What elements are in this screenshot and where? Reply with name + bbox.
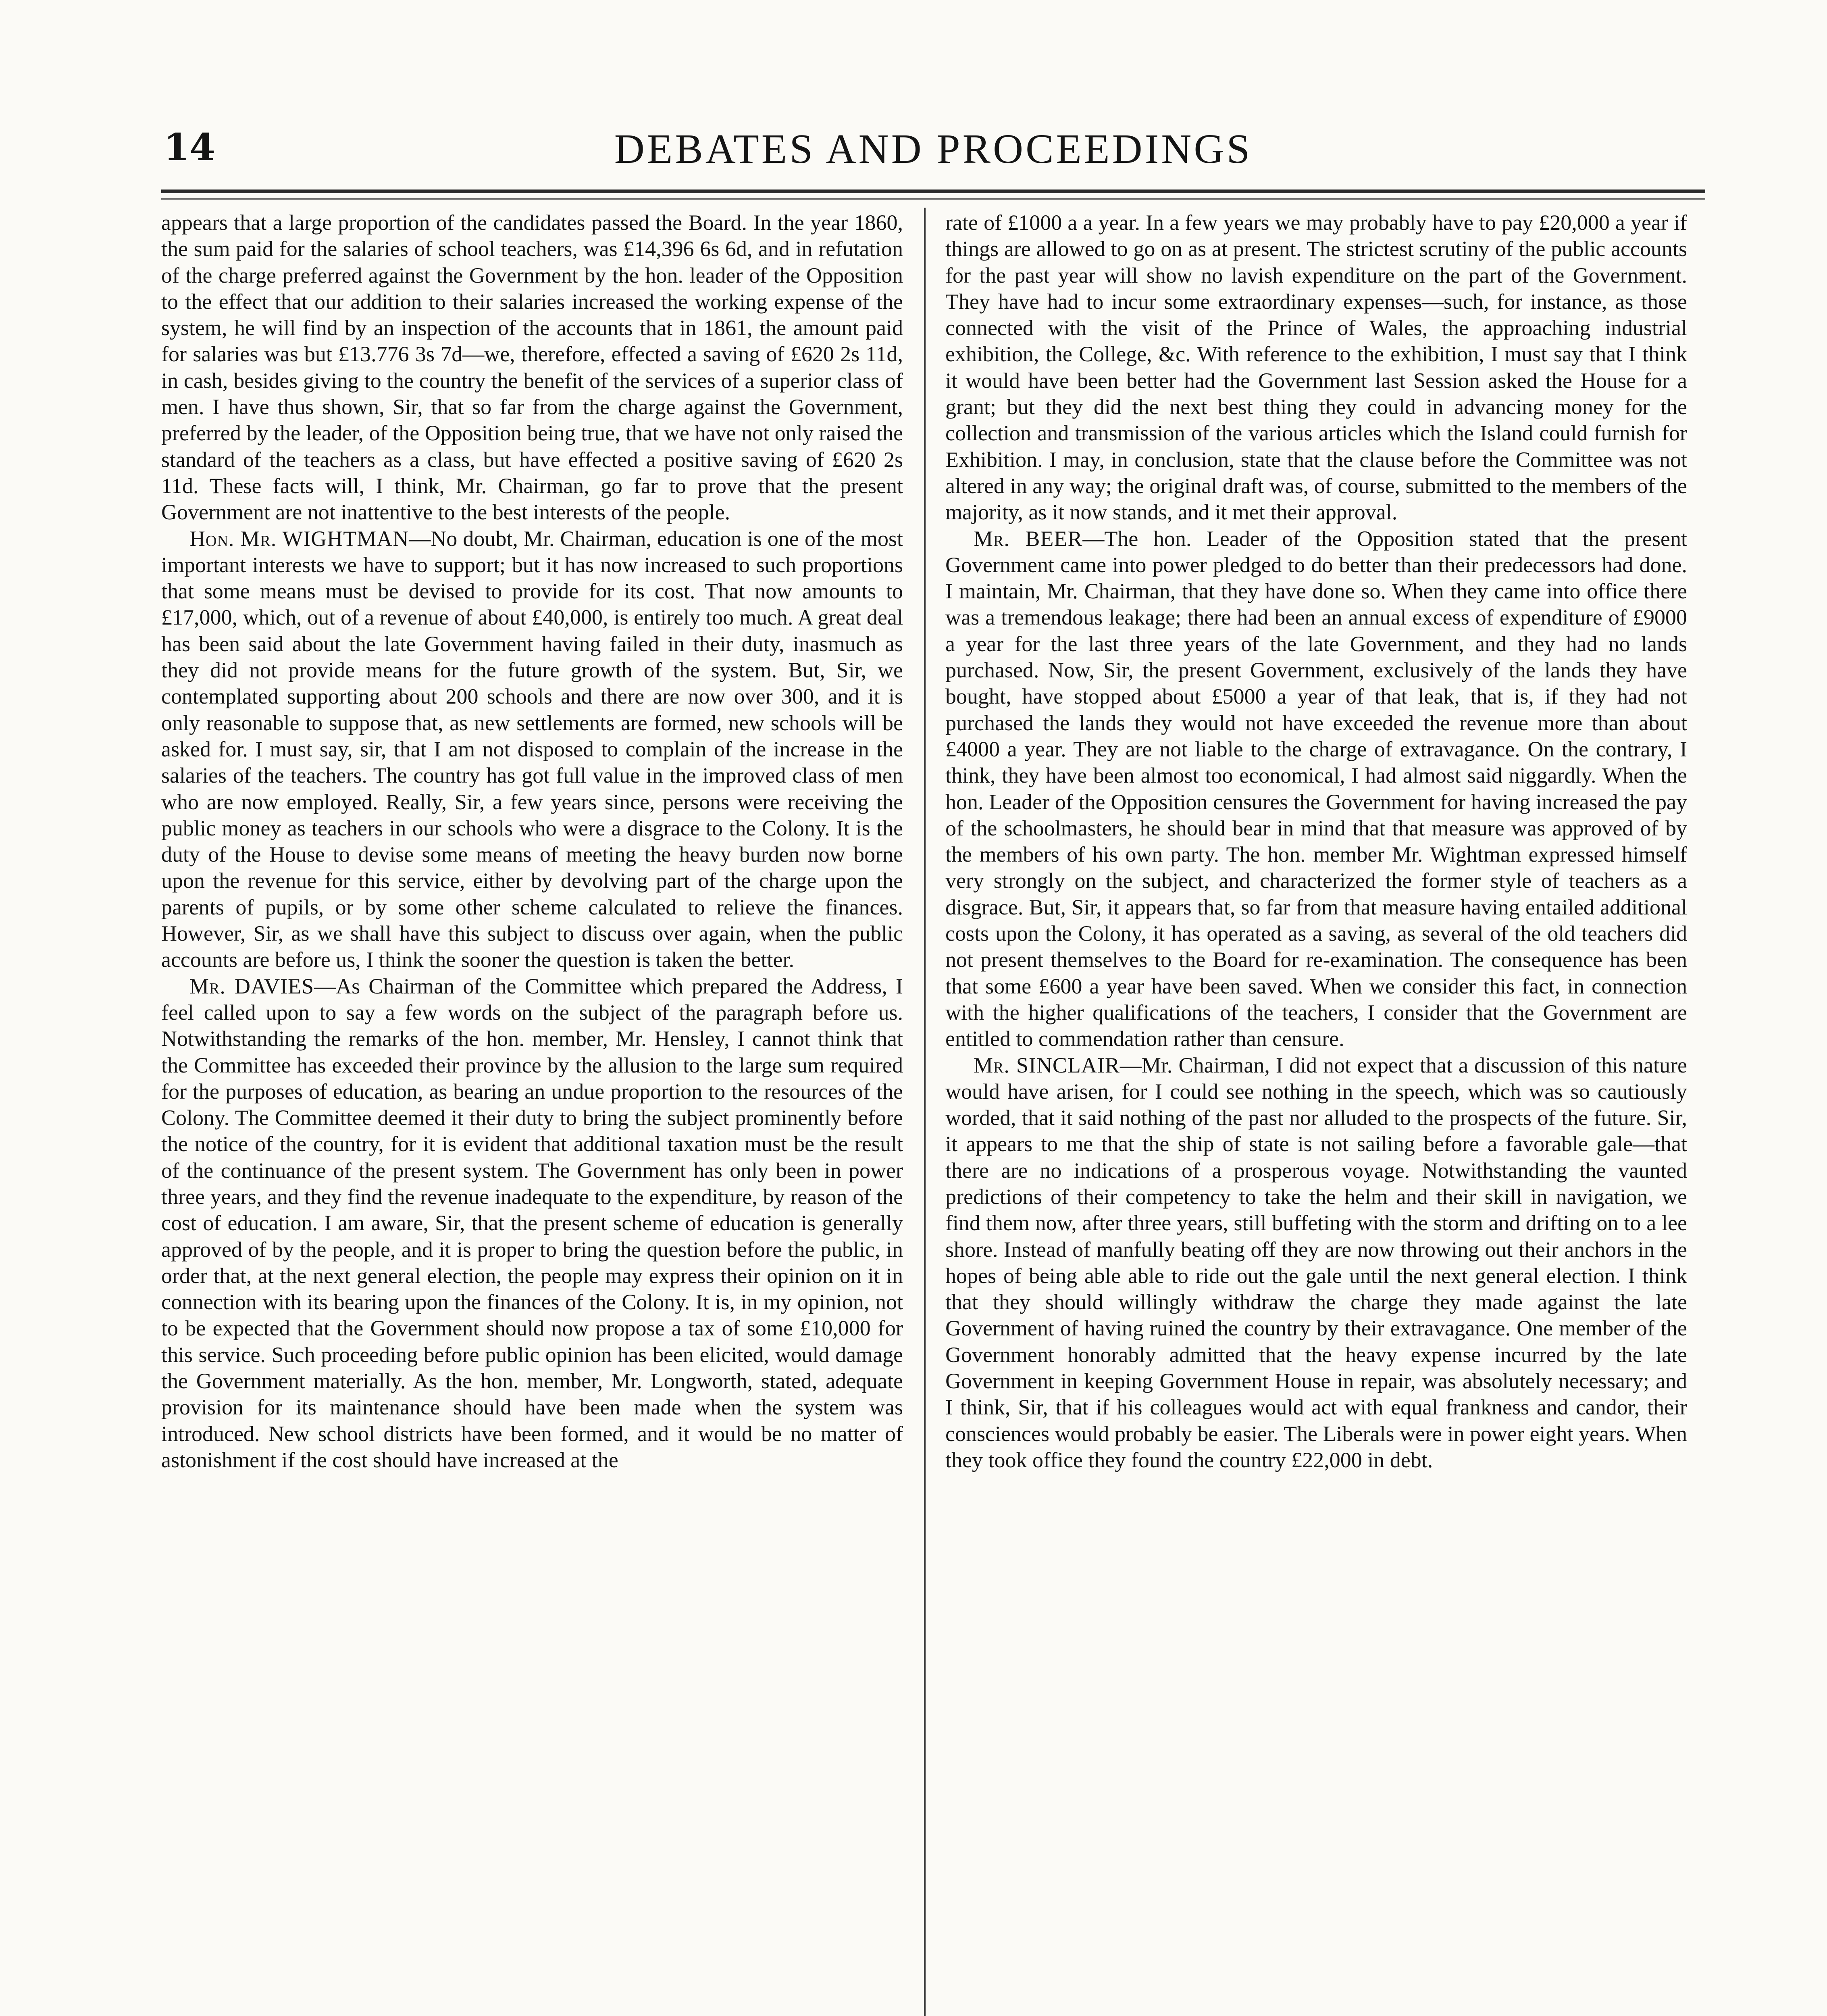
page-number: 14: [164, 125, 216, 169]
paragraph-text: —As Chairman of the Committee which prepared the Address, I feel called upon to say a few words on the subject of the paragraph before us. Notwithstanding the remarks of the hon. member, Mr. Hensley, I cannot think that the Committee has exceeded their province by the allusion to the large sum required for the purposes of education, as bearing an undue proportion to the resources of the Colony. The Committee deemed it their duty to bring the subject prominently before the notice of the country, for it is evident that additional taxation must be the result of the continuance of the present system. The Government has only been in power three years, and they find the revenue inadequate to the expenditure, by reason of the cost of education. I am aware, Sir, that the present scheme of education is generally approved of by the people, and it is proper to bring the question before the public, in order that, at the next general election, the people may express their opinion on it in connection with its bearing upon the finances of the Colony. It is, in my opinion, not to be expected that the Government should now propose a tax of some £10,000 for this service. Such proceeding before public opinion has been elicited, would damage the Government materially. As the hon. member, Mr. Longworth, stated, adequate provision for its maintenance should have been made when the system was introduced. New school districts have been formed, and it would be no matter of astonishment if the cost should have increased at the: [161, 974, 903, 1472]
column-divider: [924, 208, 926, 2016]
page-header: [161, 121, 1705, 185]
speaker-name: Mr. SINCLAIR: [974, 1053, 1120, 1077]
paragraph: [161, 973, 903, 1474]
speaker-name: Mr. BEER: [974, 526, 1083, 551]
paragraph: [945, 526, 1687, 1052]
paragraph: [945, 210, 1687, 526]
running-head: DEBATES AND PROCEEDINGS: [614, 126, 1253, 172]
speaker-name: Hon. Mr. WIGHTMAN: [189, 526, 409, 551]
paragraph-text: rate of £1000 a a year. In a few years we may probably have to pay £20,000 a year if things are allowed to go on as at present. The strictest scrutiny of the public accounts for the past year will show no lavish expenditure on the part of the Government. They have had to incur some extraordinary expenses—such, for instance, as those connected with the visit of the Prince of Wales, the approaching industrial exhibition, the College, &c. With reference to the exhibition, I must say that I think it would have been better had the Government last Session asked the House for a grant; but they did the next best thing they could in advancing money for the collection and transmission of the various articles which the Island could furnish for Exhibition. I may, in conclusion, state that the clause before the Committee was not altered in any way; the original draft was, of course, submitted to the members of the majority, as it now stands, and it met their approval.: [945, 210, 1687, 525]
paragraph: [945, 1052, 1687, 1474]
paragraph: [161, 210, 903, 526]
paragraph: [161, 526, 903, 973]
speaker-name: Mr. DAVIES: [189, 974, 314, 998]
left-column: [161, 210, 903, 2016]
paragraph-text: appears that a large proportion of the candidates passed the Board. In the year 1860, the sum paid for the salaries of school teachers, was £14,396 6s 6d, and in refutation of the charge preferred against the Government by the hon. leader of the Opposition to the effect that our addition to their salaries increased the working expense of the system, he will find by an inspection of the accounts that in 1861, the amount paid for salaries was but £13.776 3s 7d—we, therefore, effected a saving of £620 2s 11d, in cash, besides giving to the country the benefit of the services of a superior class of men. I have thus shown, Sir, that so far from the charge against the Government, preferred by the leader, of the Opposition being true, that we have not only raised the standard of the teachers as a class, but have effected a positive saving of £620 2s 11d. These facts will, I think, Mr. Chairman, go far to prove that the present Government are not inattentive to the best interests of the people.: [161, 210, 903, 525]
paragraph-text: —No doubt, Mr. Chairman, education is one of the most important interests we have to support; but it has now increased to such proportions that some means must be devised to provide for its cost. That now amounts to £17,000, which, out of a revenue of about £40,000, is entirely too much. A great deal has been said about the late Government having failed in their duty, inasmuch as they did not provide means for the future growth of the system. But, Sir, we contemplated supporting about 200 schools and there are now over 300, and it is only reasonable to suppose that, as new settlements are formed, new schools will be asked for. I must say, sir, that I am not disposed to complain of the increase in the salaries of the teachers. The country has got full value in the improved class of men who are now employed. Really, Sir, a few years since, persons were receiving the public money as teachers in our schools who were a disgrace to the Colony. It is the duty of the House to devise some means of meeting the heavy burden now borne upon the revenue for this service, either by devolving part of the charge upon the parents of pupils, or by some other scheme calculated to relieve the finances. However, Sir, as we shall have this subject to discuss over again, when the public accounts are before us, I think the sooner the question is taken the better.: [161, 526, 903, 972]
paragraph-text: —Mr. Chairman, I did not expect that a discussion of this nature would have arisen, for I could see nothing in the speech, which was so cautiously worded, that it said nothing of the past nor alluded to the prospects of the future. Sir, it appears to me that the ship of state is not sailing before a favorable gale—that there are no indications of a prosperous voyage. Notwithstanding the vaunted predictions of their competency to take the helm and their skill in navigation, we find them now, after three years, still buffeting with the storm and drifting on to a lee shore. Instead of manfully beating off they are now throwing out their anchors in the hopes of being able able to ride out the gale until the next general election. I think that they should willingly withdraw the charge they made against the late Government of having ruined the country by their extravagance. One member of the Government honorably admitted that the heavy expense incurred by the late Government in keeping Government House in repair, was absolutely necessary; and I think, Sir, that if his colleagues would act with equal frankness and candor, their consciences would probably be easier. The Liberals were in power eight years. When they took office they found the country £22,000 in debt.: [945, 1053, 1687, 1472]
header-rule: [161, 190, 1705, 193]
header-rule-thin: [161, 198, 1705, 200]
right-column: [945, 210, 1687, 2016]
paragraph-text: —The hon. Leader of the Opposition stated that the present Government came into power pledged to do better than their predecessors had done. I maintain, Mr. Chairman, that they have done so. When they came into office there was a tremendous leakage; there had been an annual excess of expenditure of £9000 a year for the last three years of the late Government, and they had no lands purchased. Now, Sir, the present Government, exclusively of the lands they have bought, have stopped about £5000 a year of that leak, that is, if they had not purchased the lands they would not have exceeded the revenue more than about £4000 a year. They are not liable to the charge of extravagance. On the contrary, I think, they have been almost too economical, I had almost said niggardly. When the hon. Leader of the Opposition censures the Government for having increased the pay of the schoolmasters, he should bear in mind that that measure was approved of by the members of his own party. The hon. member Mr. Wightman expressed himself very strongly on the subject, and characterized the former style of teachers as a disgrace. But, Sir, it appears that, so far from that measure having entailed additional costs upon the Colony, it has operated as a saving, as several of the old teachers did not present themselves to the Board for re-examination. The consequence has been that some £600 a year have been saved. When we consider this fact, in connection with the higher qualifications of the teachers, I consider that the Government are entitled to commendation rather than censure.: [945, 526, 1687, 1051]
